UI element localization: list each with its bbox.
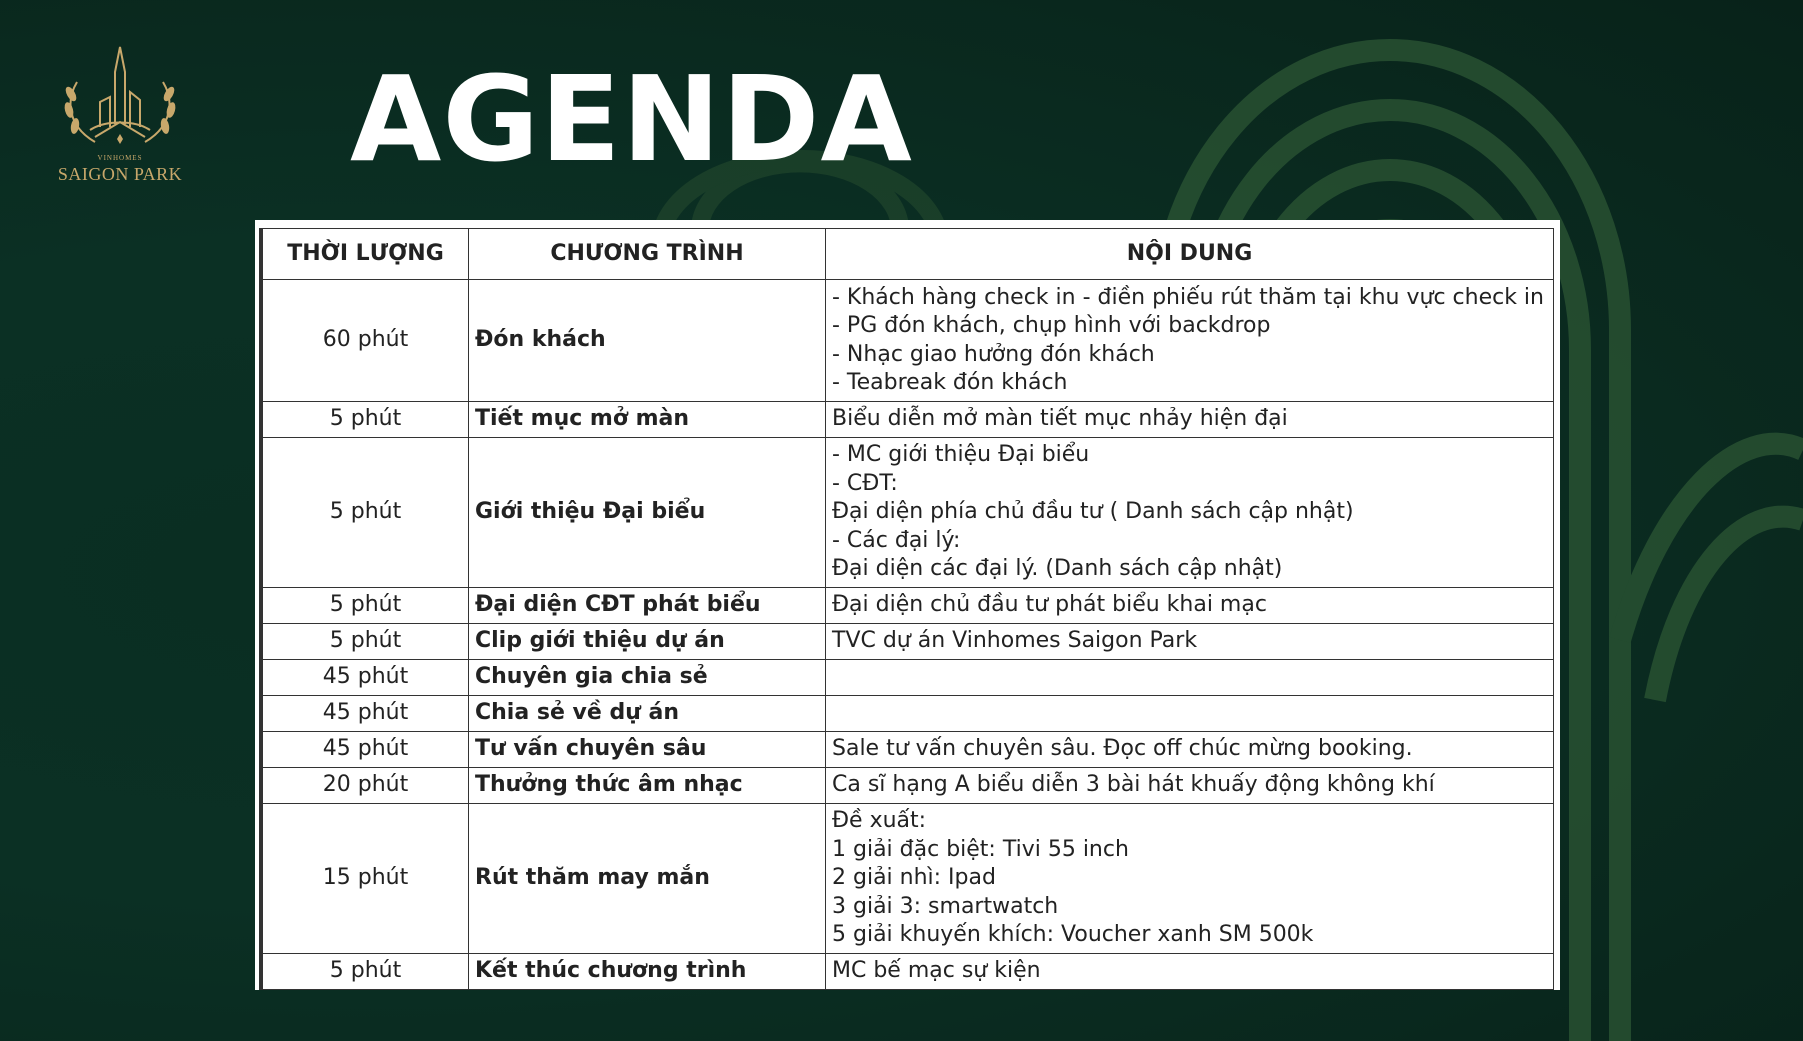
- program-cell: Thưởng thức âm nhạc: [469, 768, 826, 804]
- content-cell: Đề xuất: 1 giải đặc biệt: Tivi 55 inch 2 giải nhì: Ipad 3 giải 3: smartwatch 5 giải khuyến khích: Voucher xanh SM 500k: [826, 804, 1554, 954]
- logo-brand-small: VINHOMES: [97, 154, 143, 162]
- duration-cell: 15 phút: [261, 804, 469, 954]
- table-row: [261, 732, 1554, 768]
- program-cell: Rút thăm may mắn: [469, 804, 826, 954]
- page-title: AGENDA: [350, 50, 913, 188]
- content-cell: TVC dự án Vinhomes Saigon Park: [826, 624, 1554, 660]
- program-cell: Đón khách: [469, 280, 826, 402]
- table-row: [261, 280, 1554, 402]
- laurel-crown-icon: [55, 42, 185, 152]
- table-header-row: [261, 229, 1554, 280]
- duration-cell: 5 phút: [261, 438, 469, 588]
- table-row: [261, 696, 1554, 732]
- content-cell: Ca sĩ hạng A biểu diễn 3 bài hát khuấy động không khí: [826, 768, 1554, 804]
- table-row: [261, 402, 1554, 438]
- duration-cell: 5 phút: [261, 402, 469, 438]
- content-cell: Sale tư vấn chuyên sâu. Đọc off chúc mừng booking.: [826, 732, 1554, 768]
- content-cell: - MC giới thiệu Đại biểu - CĐT: Đại diện phía chủ đầu tư ( Danh sách cập nhật) - Các đại lý: Đại diện các đại lý. (Danh sách cập nhật): [826, 438, 1554, 588]
- content-cell: Đại diện chủ đầu tư phát biểu khai mạc: [826, 588, 1554, 624]
- duration-cell: 5 phút: [261, 624, 469, 660]
- program-cell: Chuyên gia chia sẻ: [469, 660, 826, 696]
- header-program: CHƯƠNG TRÌNH: [469, 229, 826, 280]
- content-cell: [826, 660, 1554, 696]
- duration-cell: 45 phút: [261, 732, 469, 768]
- program-cell: Tiết mục mở màn: [469, 402, 826, 438]
- header-duration: THỜI LƯỢNG: [261, 229, 469, 280]
- content-cell: MC bế mạc sự kiện: [826, 954, 1554, 990]
- agenda-table: [259, 228, 1554, 990]
- table-row: [261, 438, 1554, 588]
- program-cell: Tư vấn chuyên sâu: [469, 732, 826, 768]
- table-row: [261, 624, 1554, 660]
- program-cell: Đại diện CĐT phát biểu: [469, 588, 826, 624]
- table-row: [261, 588, 1554, 624]
- content-cell: Biểu diễn mở màn tiết mục nhảy hiện đại: [826, 402, 1554, 438]
- table-row: [261, 954, 1554, 990]
- vinhomes-saigon-park-logo: [55, 42, 185, 192]
- table-row: [261, 660, 1554, 696]
- content-cell: - Khách hàng check in - điền phiếu rút thăm tại khu vực check in - PG đón khách, chụp hình với backdrop - Nhạc giao hưởng đón khách - Teabreak đón khách: [826, 280, 1554, 402]
- duration-cell: 20 phút: [261, 768, 469, 804]
- logo-brand-name: SAIGON PARK: [57, 164, 183, 184]
- program-cell: Clip giới thiệu dự án: [469, 624, 826, 660]
- agenda-table-panel: [255, 220, 1560, 990]
- content-cell: [826, 696, 1554, 732]
- table-row: [261, 768, 1554, 804]
- header-content: NỘI DUNG: [826, 229, 1554, 280]
- duration-cell: 5 phút: [261, 954, 469, 990]
- program-cell: Chia sẻ về dự án: [469, 696, 826, 732]
- table-row: [261, 804, 1554, 954]
- duration-cell: 45 phút: [261, 696, 469, 732]
- duration-cell: 45 phút: [261, 660, 469, 696]
- program-cell: Kết thúc chương trình: [469, 954, 826, 990]
- program-cell: Giới thiệu Đại biểu: [469, 438, 826, 588]
- duration-cell: 60 phút: [261, 280, 469, 402]
- duration-cell: 5 phút: [261, 588, 469, 624]
